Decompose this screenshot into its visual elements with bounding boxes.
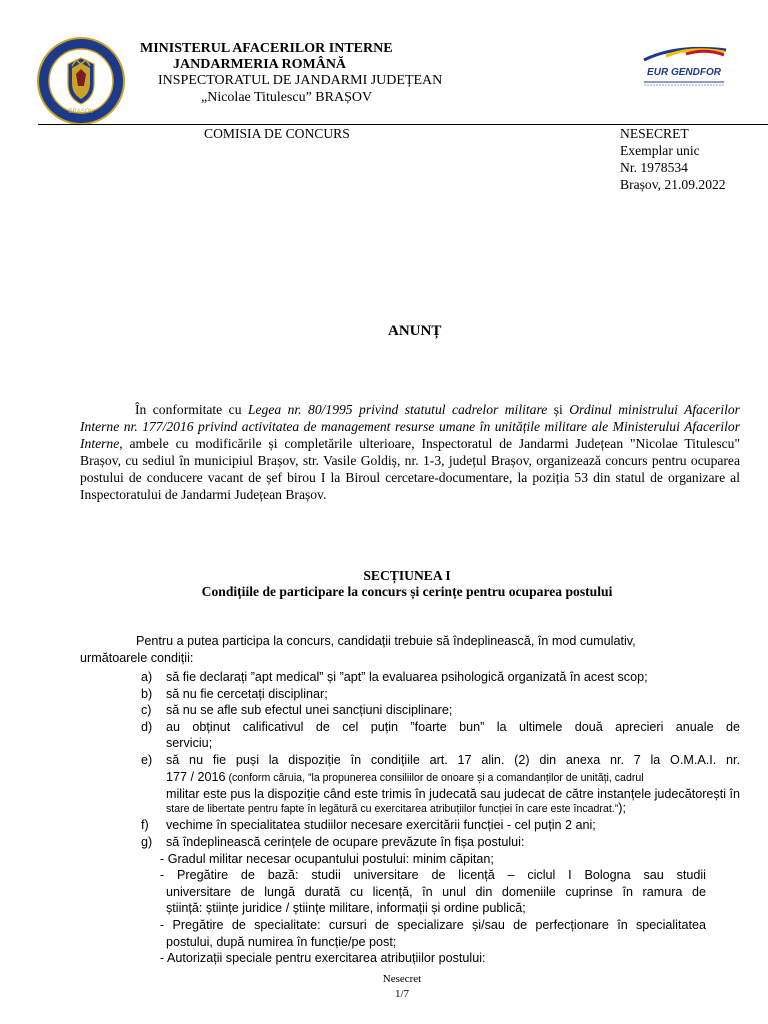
requirement-specialty-line-1: - Pregătire de specialitate: cursuri de specializare și/sau de perfecționare în specialitatea (160, 918, 706, 932)
place-date: Brașov, 21.09.2022 (620, 177, 726, 192)
item-e-note-3: stare de libertate pentru fapte în legătură cu exercitarea atribuțiilor funcției în care este încadrat.” (166, 803, 619, 815)
gendarmerie-name: JANDARMERIA ROMÂNĂ (173, 57, 347, 72)
commission-label: COMISIA DE CONCURS (204, 126, 350, 141)
registration-number: Nr. 1978534 (620, 160, 688, 175)
requirement-rank: - Gradul militar necesar ocupantului postului: minim căpitan; (160, 852, 494, 866)
item-e-note-2: militar este pus la dispoziție când este trimis în judecată sau judecat de către instanțele judecătorești în (166, 787, 741, 801)
gendarmerie-crest-logo (36, 36, 126, 126)
requirement-education-line-1: - Pregătire de bază: studii universitare de licență – ciclul I Bologna sau studii (160, 868, 706, 882)
inspectorate-name: INSPECTORATUL DE JANDARMI JUDEȚEAN (158, 73, 443, 88)
item-e-line-1: să nu fie puși la dispoziție în condițiile art. 17 alin. (2) din anexa nr. 7 la O.M.A.I. nr. (166, 753, 740, 767)
item-f-label: f) (141, 818, 149, 832)
requirement-specialty-line-2: postului, după numirea în funcție/pe post; (166, 935, 397, 949)
item-e-line-4 (166, 800, 626, 817)
section-heading: SECȚIUNEA I (363, 568, 451, 583)
item-g: să îndeplinească cerințele de ocupare prevăzute în fișa postului: (166, 835, 525, 849)
item-b-label: b) (141, 687, 153, 701)
crest-label: BRAȘOV (68, 109, 94, 115)
intro-text-3: , ambele cu modificările și completările ulterioare, Inspectoratul de Jandarmi Județean "Nicolae Titulescu" Brașov, cu sediul în municipiul Brașov, str. Vasile Goldiș, nr. 1-3, județul Brașov, organizează concurs pentru ocuparea postului de conducere vacant de șef birou I la Biroul cercetare-documentare, la poziția 53 din statul de organizare al Inspectoratului de Jandarmi Județean Brașov. (80, 436, 740, 502)
item-c-label: c) (141, 703, 152, 717)
requirement-authorizations: - Autorizații speciale pentru exercitarea atribuțiilor postului: (160, 951, 486, 965)
item-b: să nu fie cercetați disciplinar; (166, 687, 328, 701)
page-number: 1/7 (394, 988, 410, 1000)
ministry-name: MINISTERUL AFACERILOR INTERNE (140, 41, 393, 56)
item-g-label: g) (141, 835, 153, 849)
item-a: să fie declarați ”apt medical” și ”apt” la evaluarea psihologică organizată în acest scop; (166, 670, 648, 684)
copy-label: Exemplar unic (620, 143, 700, 158)
law-80-1995: Legea nr. 80/1995 privind statutul cadrelor militare (247, 402, 548, 417)
document-title: ANUNȚ (388, 323, 442, 339)
item-e-order: 177 / 2016 (166, 770, 226, 784)
inspectorate-title: „Nicolae Titulescu” BRAȘOV (201, 90, 373, 105)
intro-paragraph (80, 401, 740, 503)
eurogendfor-logo (636, 42, 732, 92)
conditions-intro-line-2: următoarele condiții: (80, 651, 194, 665)
intro-text-2: și (547, 402, 570, 417)
classification-label: NESECRET (620, 126, 689, 141)
order-177-2016: Ordinul ministrului Afacerilor Interne nr. 177/2016 privind activitatea de management resurse umane în unitățile militare ale Ministerului Afacerilor Interne (80, 402, 740, 451)
requirement-education-line-2: universitare de lungă durată cu licență, în unul din domeniile cuprinse în ramura de (166, 885, 706, 899)
item-d-line-1: au obținut calificativul de cel puțin ”foarte bun” la ultimele două aprecieri anuale de (166, 720, 740, 734)
item-c: să nu se afle sub efectul unei sancțiuni disciplinare; (166, 703, 453, 717)
item-a-label: a) (141, 670, 153, 684)
item-e-end: ); (618, 801, 626, 815)
item-e-note-1: (conform căruia, ”la propunerea consiliilor de onoare și a comandanților de unități, cadrul (225, 772, 644, 784)
section-subheading: Condițiile de participare la concurs și cerințe pentru ocuparea postului (201, 584, 613, 599)
item-e-line-2 (166, 769, 644, 786)
item-d-label: d) (141, 720, 153, 734)
svg-text:EUR GENDFOR: EUR GENDFOR (647, 67, 721, 78)
footer-classification: Nesecret (382, 973, 422, 985)
item-e-label: e) (141, 753, 153, 767)
requirement-education-line-3: știință: științe juridice / științe militare, informații și ordine publică; (166, 901, 526, 915)
item-f: vechime în specialitatea studiilor necesare exercitării funcției - cel puțin 2 ani; (166, 818, 596, 832)
item-d-line-2: serviciu; (166, 736, 213, 750)
intro-text-1: În conformitate cu (135, 402, 248, 417)
conditions-intro-line-1: Pentru a putea participa la concurs, candidații trebuie să îndeplinească, în mod cumulativ, (136, 634, 636, 648)
